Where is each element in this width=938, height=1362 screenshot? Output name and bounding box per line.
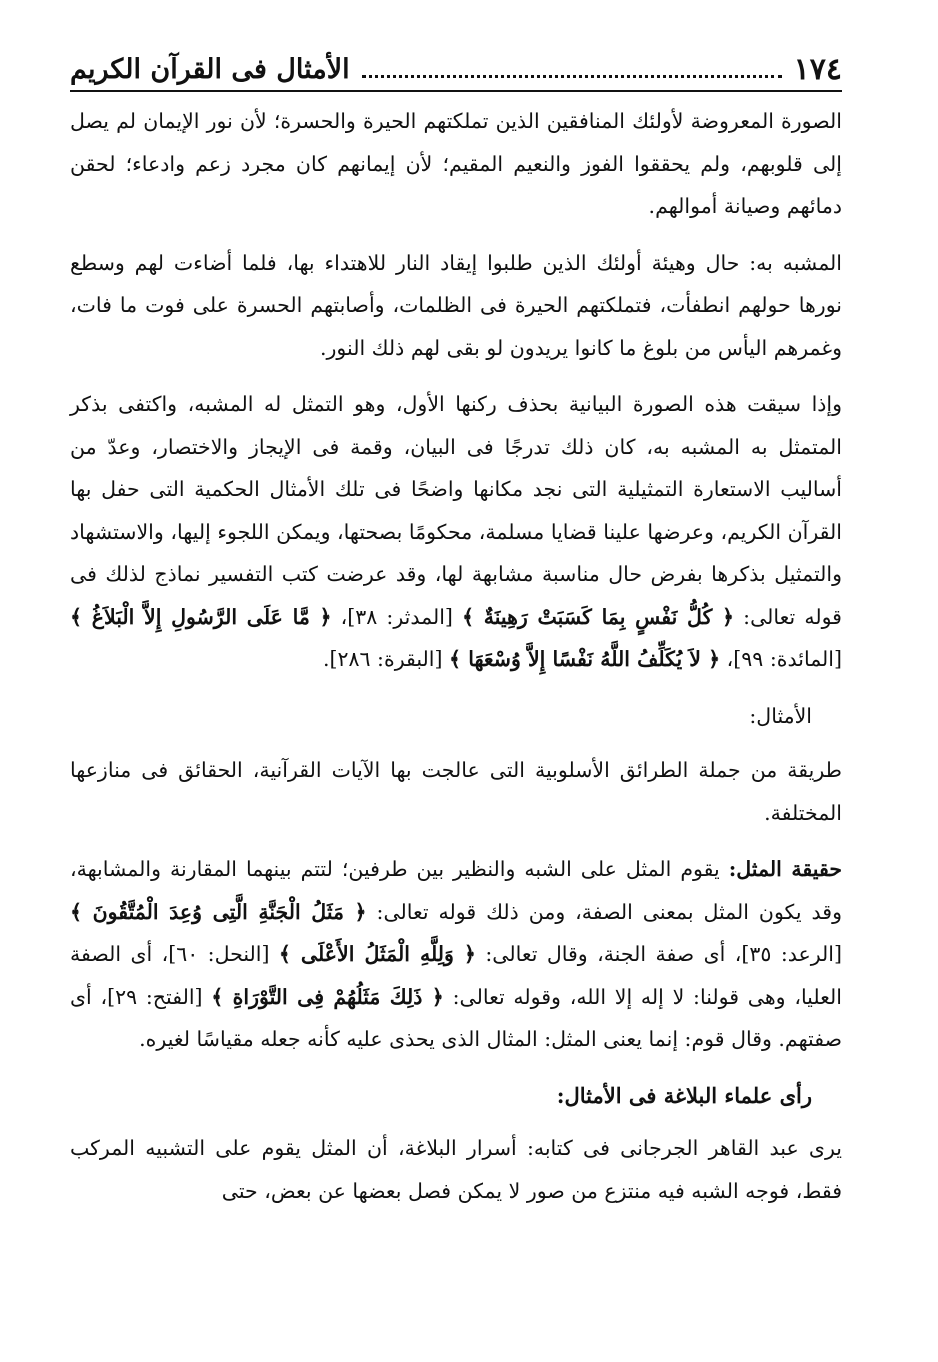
paragraph-3 <box>70 383 842 681</box>
paragraph-5 <box>70 848 842 1061</box>
paragraph-5-text: [الرعد: ٣٥]، أى صفة الجنة، وقال تعالى: <box>485 942 842 966</box>
paragraph-1: الصورة المعروضة لأولئك المنافقين الذين تملكتهم الحيرة والحسرة؛ لأن نور الإيمان لم يصل إلى قلوبهم، ولم يحققوا الفوز والنعيم المقيم؛ لأن إيمانهم كان مجرد زعم وادعاء؛ لحقن دمائهم وصيانة أموالهم. <box>70 109 842 218</box>
paragraph-2: المشبه به: حال وهيئة أولئك الذين طلبوا إيقاد النار للاهتداء بها، فلما أضاءت لهم وسطع نورها حولهم انطفأت، فتملكتهم الحيرة فى الظلمات، وأصابتهم الحسرة على فوت ما فات، وغمرهم اليأس من بلوغ ما كانوا يريدون لو بقى لهم ذلك النور. <box>70 250 842 360</box>
verse-reference: [البقرة: ٢٨٦]. <box>322 647 443 671</box>
section-heading: رأى علماء البلاغة فى الأمثال: <box>556 1082 812 1108</box>
quran-verse: ﴿ لاَ يُكَلِّفُ اللَّهُ نَفْسًا إِلاَّ وُسْعَهَا ﴾ <box>449 647 721 671</box>
paragraph-5-text: [النحل: ٦٠]، أى الصفة العليا، وهى قولنا: لا إله إلا الله، وقوله تعالى: <box>70 942 842 1009</box>
paragraph-lead: حقيقة المثل: <box>728 857 842 881</box>
page-number: ١٧٤ <box>793 52 842 87</box>
quran-verse: ﴿ وَلِلَّهِ الْمَثَلُ الأَعْلَى ﴾ <box>278 942 476 966</box>
paragraph-4: طريقة من جملة الطرائق الأسلوبية التى عالجت بها الآيات القرآنية، الحقائق فى منازعها المختلفة. <box>70 758 842 825</box>
quran-verse: ﴿ ذَلِكَ مَثَلُهُمْ فِى التَّوْرَاةِ ﴾ <box>211 984 444 1009</box>
quran-verse: ﴿ مَثَلُ الْجَنَّةِ الَّتِى وُعِدَ الْمُتَّقُونَ ﴾ <box>70 899 367 924</box>
page-body <box>70 100 842 1212</box>
section-label-amthal: الأمثال: <box>749 703 812 728</box>
verse-reference: [المدثر: ٣٨]، <box>340 604 453 629</box>
paragraph-5-text: [الفتح: ٢٩]، أى صفتهم. وقال قوم: إنما يعنى المثل: المثال الذى يحذى عليه كأنه جعله مقياسًا لغيره. <box>70 984 842 1051</box>
running-title: الأمثال فى القرآن الكريم <box>70 54 350 85</box>
header-dotted-leader <box>362 75 782 78</box>
paragraph-3-text: وإذا سيقت هذه الصورة البيانية بحذف ركنها الأول، وهو التمثل له المشبه، واكتفى بذكر المتمثل به المشبه به، كان ذلك تدرجًا فى البيان، وقمة فى الإيجاز والاختصار، وعدّ من أساليب الاستعارة التمثيلية التى نجد مكانها واضحًا فى تلك الأمثال الحكمية التى حفل بها القرآن الكريم، وعرضها علينا قضايا مسلمة، محكومًا بصحتها، ويمكن اللجوء إليها، والاستشهاد والتمثيل بذكرها بفرض حال مناسبة مشابهة لها، وقد عرضت كتب التفسير نماذج لذلك فى قوله تعالى: <box>70 392 842 629</box>
paragraph-6: يرى عبد القاهر الجرجانى فى كتابه: أسرار البلاغة، أن المثل يقوم على التشبيه المركب فقط، فوجه الشبه فيه منتزع من صور لا يمكن فصل بعضها عن بعض، حتى <box>70 1136 842 1203</box>
paragraph-5-text: يقوم المثل على الشبه والنظير بين طرفين؛ لتتم بينهما المقارنة والمشابهة، وقد يكون المثل بمعنى الصفة، ومن ذلك قوله تعالى: <box>70 857 842 924</box>
quran-verse: ﴿ مَّا عَلَى الرَّسُولِ إِلاَّ الْبَلاَغُ ﴾ <box>70 604 332 629</box>
verse-reference: [المائدة: ٩٩]، <box>726 647 842 671</box>
quran-verse: ﴿ كُلُّ نَفْسٍ بِمَا كَسَبَتْ رَهِينَةٌ ﴾ <box>462 604 735 629</box>
page-header <box>70 40 842 92</box>
book-page <box>70 40 842 1350</box>
